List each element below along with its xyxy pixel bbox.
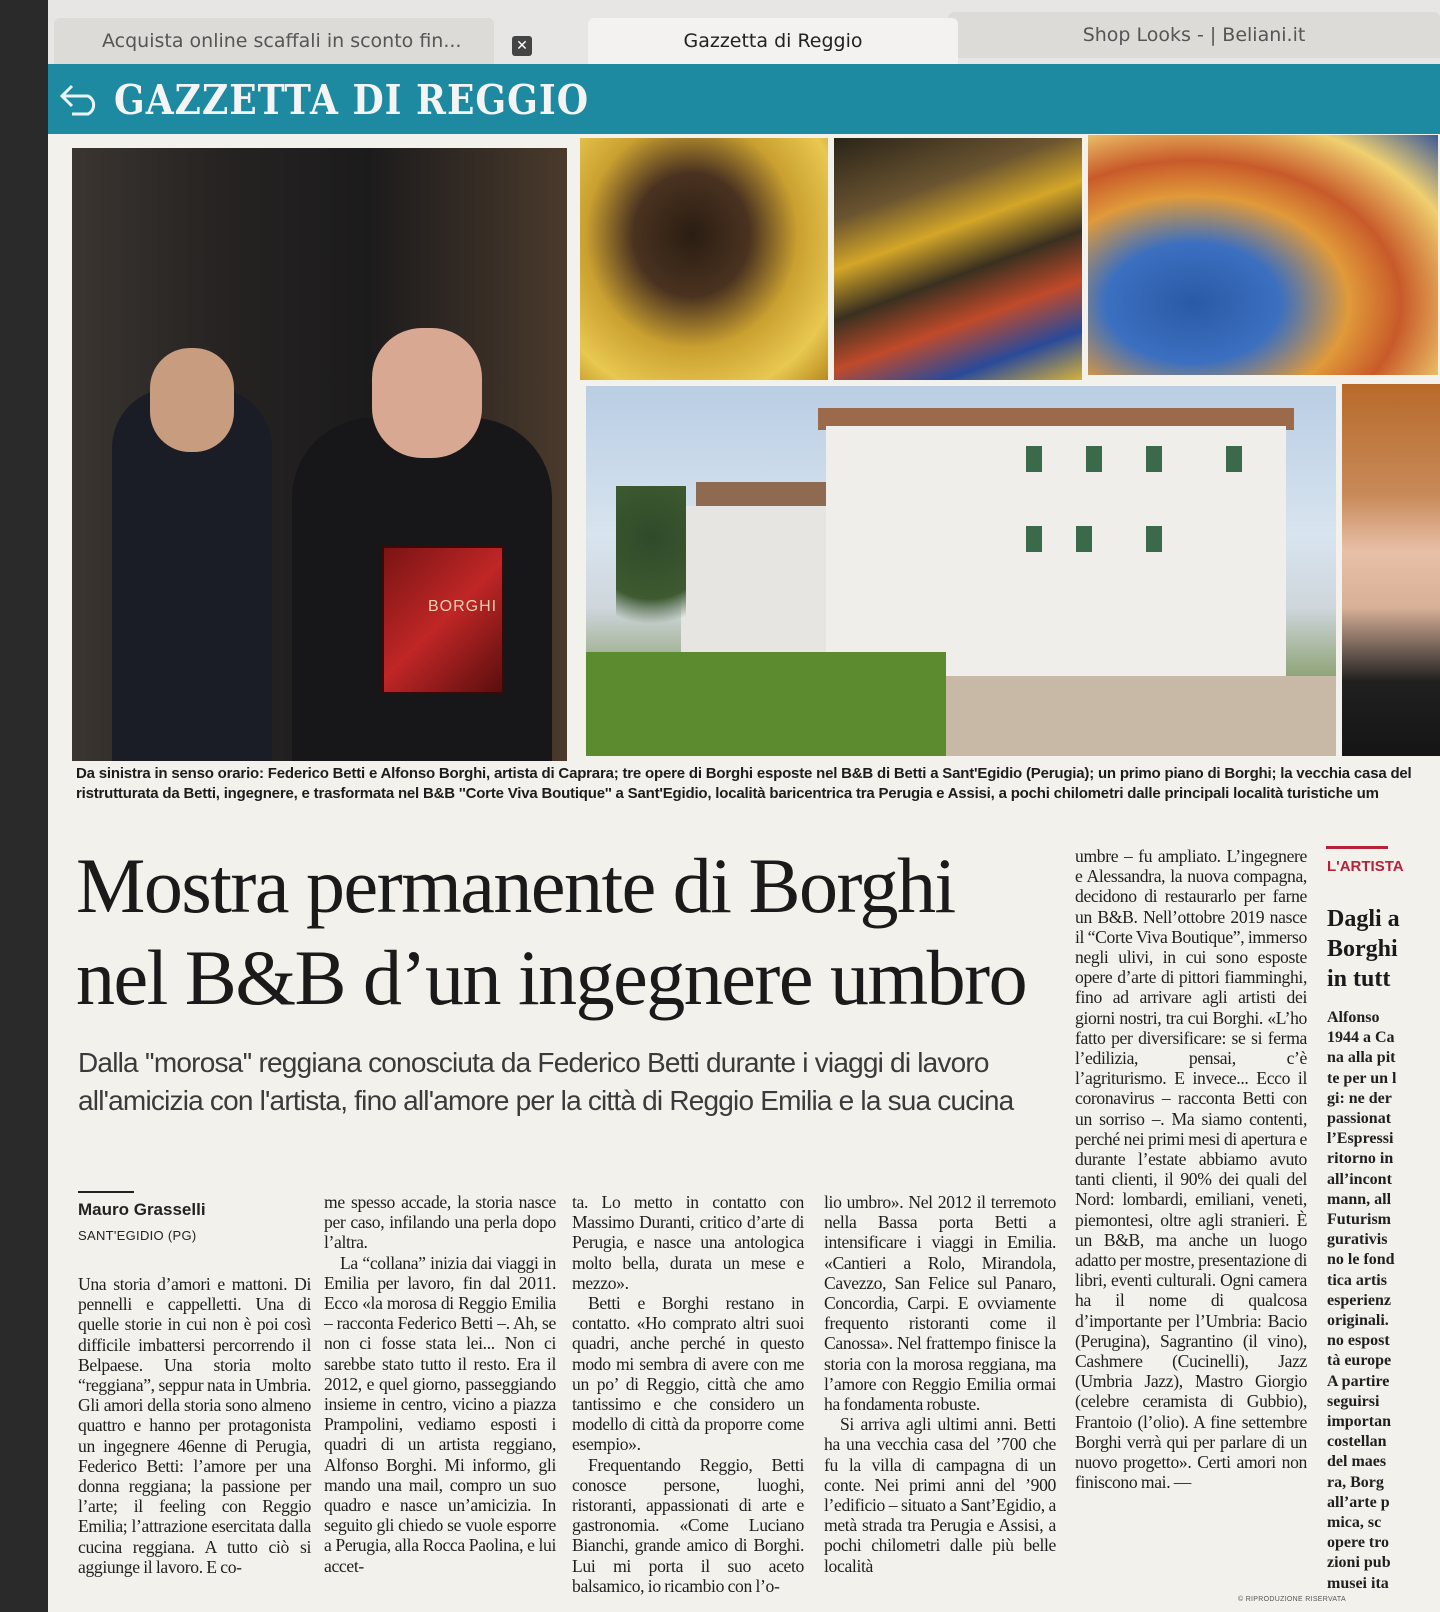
article-column-4 bbox=[824, 1192, 1056, 1576]
sidebar-body-line: Alfonso bbox=[1327, 1009, 1380, 1026]
sidebar-body-line: ra, Borg bbox=[1327, 1473, 1384, 1491]
sidebar-body-line: Futurism bbox=[1327, 1211, 1391, 1229]
article-subheadline bbox=[78, 1044, 1128, 1120]
house-window bbox=[1086, 446, 1102, 472]
paragraph: Una storia d’amori e mattoni. Di pennelli e cappelletti. Una di quelle storie in cui non è poi così difficile imbattersi percorrendo il Belpaese. Una storia molto “reggiana”, seppur nata in Umbria. Gli amori della storia sono almeno quattro e hanno per protagonista un ingegnere 46enne di Perugia, Federico Betti: l’amore per una donna reggiana; la passione per l’arte; il feeling con Reggio Emilia; l’attrazione esercitata dalla cucina reggiana. A tutto ciò si aggiunge il lavoro. E co- bbox=[78, 1274, 311, 1577]
tab-beliani-ad[interactable] bbox=[54, 18, 494, 64]
photo-betti-and-borghi bbox=[72, 148, 567, 761]
sidebar-body-line: tica artis bbox=[1327, 1271, 1387, 1289]
tab-shop-looks[interactable] bbox=[948, 12, 1440, 58]
close-tab-button[interactable]: ✕ bbox=[512, 36, 532, 56]
masthead-title: GAZZETTA DI REGGIO bbox=[114, 76, 590, 125]
sidebar-body-line: 1944 a Ca bbox=[1327, 1029, 1395, 1047]
photo-caption bbox=[76, 764, 1440, 804]
paragraph: Frequentando Reggio, Betti conosce persone, luoghi, ristoranti, appassionati di arte e gastronomia. «Come Luciano Bianchi, grande amico di Borghi. Lui mi porta il suo aceto balsamico, io ricambio con l’o- bbox=[572, 1454, 804, 1596]
house-window bbox=[1226, 446, 1242, 472]
tab-label: Shop Looks - | Beliani.it bbox=[1082, 24, 1306, 46]
sidebar-title-line: in tutt bbox=[1327, 966, 1391, 992]
browser-tab-strip bbox=[48, 0, 1440, 64]
headline-line: nel B&B d’un ingegnere umbro bbox=[76, 934, 1027, 1021]
sidebar-body-line: all’arte p bbox=[1327, 1493, 1390, 1511]
back-arrow-icon[interactable] bbox=[58, 78, 104, 118]
house-side-roof bbox=[696, 482, 831, 506]
paragraph: Si arriva agli ultimi anni. Betti ha una vecchia casa del ’700 che fu la villa di campagna di un conte. Nei primi anni del ’900 l’edificio – situato a Sant’Egidio, a metà strada tra Perugia e Assisi, a pochi chilometri dalle più belle località bbox=[824, 1414, 1056, 1576]
house-window bbox=[1026, 526, 1042, 552]
sidebar-body-line: passionat bbox=[1327, 1110, 1392, 1128]
paragraph: lio umbro». Nel 2012 il terremoto nella Bassa porta Betti a intensificare i viaggi in Emilia. «Cantieri a Rolo, Mirandola, Cavezzo, San Felice sul Panaro, Concordia, Carpi. E ovviamente frequento ristoranti come il Canossa». Nel frattempo finisce la storia con la morosa reggiana, ma l’amore con Reggio Emilia ormai ha fondamenta robuste. bbox=[824, 1192, 1056, 1415]
photo-borghi-closeup bbox=[1342, 384, 1440, 756]
sidebar-body-line: seguirsi bbox=[1327, 1392, 1380, 1410]
sidebar-title bbox=[1327, 904, 1440, 994]
paragraph: umbre – fu ampliato. L’ingegnere e Alessandra, la nuova compagna, decidono di restaurarlo per farne un B&B. Nell’ottobre 2019 nasce il “Corte Viva Boutique”, immerso negli ulivi, in cui sono esposte opere d’arte di pittori fiamminghi, fino ad arrivare agli artisti dei giorni nostri, tra cui Borghi. «L’ho fatto per diversificare: se si ferma l’edilizia, pensai, c’è l’agriturismo. E invece... Ecco il coronavirus – racconta Betti con un sorriso –. Ma siamo contenti, perché nei primi mesi di apertura e durante l’estate abbiamo avuto tanti clienti, il 90% dei quali del Nord: lombardi, emiliani, veneti, piemontesi, oltre agli stranieri. È un B&B, ma anche un luogo adatto per mostre, presentazione di libri, eventi culturali. Ogni camera ha il nome di qualcosa d’importante per l’Umbria: Bacio (Perugina), Sagrantino (il vino), Cashmere (Cucinelli), Jazz (Umbria Jazz), Mastro Giorgio (celebre ceramista di Gubbio), Frantoio (l’olio). A fine settembre Borghi verrà qui per parlare di un nuovo progetto». Certi amori non finiscono mai. — bbox=[1075, 846, 1307, 1493]
house-window bbox=[1076, 526, 1092, 552]
headline-line: Mostra permanente di Borghi bbox=[76, 842, 955, 929]
sidebar-body-line: costellan bbox=[1327, 1433, 1387, 1451]
reproduction-notice: © RIPRODUZIONE RISERVATA bbox=[1238, 1596, 1346, 1603]
sidebar-body-line: mica, sc bbox=[1327, 1514, 1382, 1532]
byline-rule bbox=[78, 1191, 134, 1193]
sidebar-section-label: L'ARTISTA bbox=[1327, 858, 1404, 875]
photo-book-label: BORGHI bbox=[428, 598, 498, 615]
sidebar-body-line: te per un l bbox=[1327, 1069, 1397, 1087]
sidebar-body-line: originali. bbox=[1327, 1312, 1389, 1330]
article-column-1 bbox=[78, 1274, 311, 1577]
photo-figure-betti-head bbox=[150, 348, 234, 452]
sidebar-title-line: Dagli a bbox=[1327, 906, 1400, 932]
paragraph: ta. Lo metto in contatto con Massimo Duranti, critico d’arte di Perugia, e nasce una antologica molto bella, durata un mese e mezzo». bbox=[572, 1192, 804, 1293]
photo-book-cover bbox=[382, 546, 504, 694]
house-driveway bbox=[946, 676, 1336, 756]
article-headline bbox=[76, 840, 1126, 1024]
masthead-bar bbox=[48, 64, 1440, 134]
sidebar-body bbox=[1327, 1008, 1440, 1594]
sidebar-body-line: ritorno in bbox=[1327, 1150, 1394, 1168]
sidebar-body-line: esperienz bbox=[1327, 1291, 1391, 1309]
house-window bbox=[1146, 446, 1162, 472]
sidebar-body-line: gurativis bbox=[1327, 1231, 1388, 1249]
sidebar-body-line: na alla pit bbox=[1327, 1049, 1396, 1067]
sidebar-body-line: mann, all bbox=[1327, 1190, 1392, 1208]
house-lawn bbox=[586, 652, 946, 756]
sidebar-body-line: l’Espressi bbox=[1327, 1130, 1394, 1148]
article-column-5 bbox=[1075, 846, 1307, 1493]
sidebar-body-line: A partire bbox=[1327, 1372, 1390, 1390]
tab-gazzetta-di-reggio[interactable] bbox=[588, 18, 958, 64]
subhead-line: Dalla ''morosa'' reggiana conosciuta da Federico Betti durante i viaggi di lavoro bbox=[78, 1047, 989, 1078]
photo-figure-borghi-head bbox=[372, 328, 482, 458]
sidebar-body-line: zioni pub bbox=[1327, 1554, 1391, 1572]
sidebar-body-line: opere tro bbox=[1327, 1534, 1390, 1552]
dateline: SANT'EGIDIO (PG) bbox=[78, 1228, 197, 1243]
sidebar-body-line: del maes bbox=[1327, 1453, 1387, 1471]
sidebar-body-line: all’incont bbox=[1327, 1170, 1392, 1188]
caption-line: ristrutturata da Betti, ingegnere, e trasformata nel B&B ''Corte Viva Boutique'' a Sant'Egidio, località baricentrica tra Perugia e Assisi, a pochi chilometri dalle principali località turistiche um bbox=[76, 785, 1379, 802]
photo-artwork-3 bbox=[1088, 135, 1438, 375]
sidebar-title-line: Borghi bbox=[1327, 936, 1398, 962]
paragraph: me spesso accade, la storia nasce per caso, infilando una perla dopo l’altra. bbox=[324, 1192, 556, 1253]
photo-corte-viva-house bbox=[586, 386, 1336, 756]
sidebar-body-line: tà europe bbox=[1327, 1352, 1392, 1370]
sidebar-body-line: no le fond bbox=[1327, 1251, 1395, 1269]
paragraph: La “collana” inizia dai viaggi in Emilia per lavoro, fin dal 2011. Ecco «la morosa di Reggio Emilia – racconta Federico Betti –. Ah, se non ci fosse stata lei... Non ci sarebbe stato tutto il resto. Era il 2012, e quel giorno, passeggiando insieme in centro, vicino a piazza Prampolini, vediamo esposti i quadri di un artista reggiano, Alfonso Borghi. Mi informo, gli mando una mail, compro un suo quadro e nasce un’amicizia. In seguito gli chiedo se vuole esporre a Perugia, alla Rocca Paolina, e lui accet- bbox=[324, 1252, 556, 1576]
house-window bbox=[1146, 526, 1162, 552]
photo-artwork-2 bbox=[834, 138, 1082, 380]
paragraph: Betti e Borghi restano in contatto. «Ho comprato altri suoi quadri, anche perché in questo modo mi sembra di avere con me un po’ di Reggio, città che amo tantissimo e che considero un modello di città da proporre come esempio». bbox=[572, 1293, 804, 1455]
tab-label: Acquista online scaffali in sconto fin... bbox=[102, 30, 462, 52]
subhead-line: all'amicizia con l'artista, fino all'amore per la città di Reggio Emilia e la sua cucina bbox=[78, 1085, 1014, 1116]
house-side-wing bbox=[681, 506, 831, 656]
photo-artwork-1 bbox=[580, 138, 828, 380]
article-column-2 bbox=[324, 1192, 556, 1576]
tab-label: Gazzetta di Reggio bbox=[683, 30, 863, 52]
sidebar-body-line: musei ita bbox=[1327, 1574, 1389, 1592]
author-byline: Mauro Grasselli bbox=[78, 1200, 206, 1219]
house-palm-tree bbox=[616, 486, 686, 656]
house-main-building bbox=[826, 426, 1286, 686]
article-column-3 bbox=[572, 1192, 804, 1596]
sidebar-body-line: no espost bbox=[1327, 1332, 1390, 1350]
house-window bbox=[1026, 446, 1042, 472]
sidebar-body-line: importan bbox=[1327, 1413, 1391, 1431]
caption-line: Da sinistra in senso orario: Federico Betti e Alfonso Borghi, artista di Caprara; tre opere di Borghi esposte nel B&B di Betti a Sant'Egidio (Perugia); un primo piano di Borghi; la vecchia casa del bbox=[76, 765, 1412, 782]
sidebar-accent-rule bbox=[1326, 846, 1388, 849]
sidebar-body-line: gi: ne der bbox=[1327, 1089, 1392, 1107]
newspaper-page bbox=[48, 0, 1440, 1612]
